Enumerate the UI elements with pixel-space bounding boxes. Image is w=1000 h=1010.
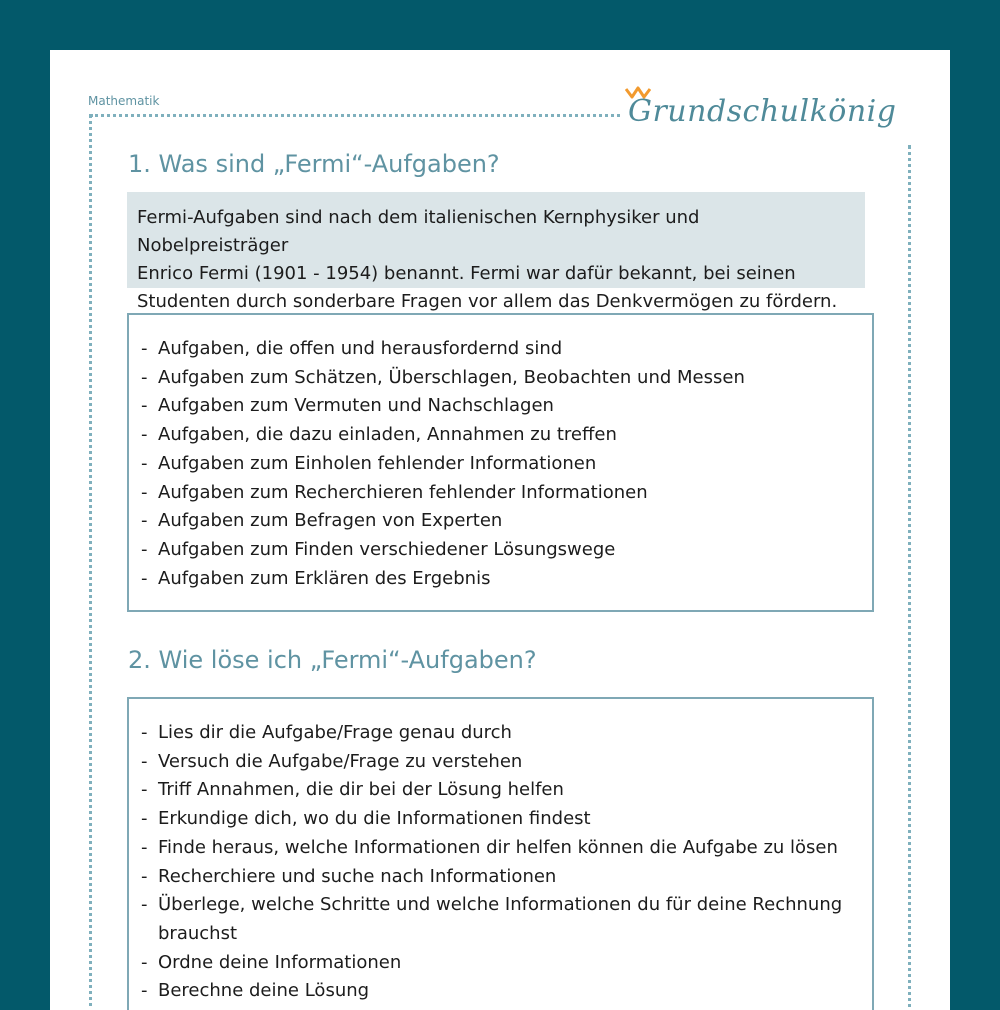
section-2-list [141, 719, 852, 1006]
list-item: - Aufgaben zum Erklären des Ergebnis [141, 565, 852, 594]
list-item: - Aufgaben zum Recherchieren fehlender Informationen [141, 479, 852, 508]
section-1-list-box [127, 313, 874, 612]
list-item: - Finde heraus, welche Informationen dir helfen können die Aufgabe zu lösen [141, 834, 852, 863]
list-item: - Aufgaben zum Finden verschiedener Lösungswege [141, 536, 852, 565]
intro-box [127, 192, 865, 312]
dotted-border-right [908, 145, 911, 1010]
intro-line: Enrico Fermi (1901 - 1954) benannt. Fermi war dafür bekannt, bei seinen [137, 263, 796, 284]
list-item: - Ordne deine Informationen [141, 949, 852, 978]
list-item: - Aufgaben, die offen und herausfordernd sind [141, 335, 852, 364]
section-1-list [141, 335, 852, 593]
list-item: - Recherchiere und suche nach Informationen [141, 863, 852, 892]
list-item: - Erkundige dich, wo du die Informationen findest [141, 805, 852, 834]
dotted-border-top [90, 114, 620, 117]
list-item: - Berechne deine Lösung [141, 977, 852, 1006]
dotted-border-left [89, 114, 92, 1010]
list-item: - Überlege, welche Schritte und welche Informationen du für deine Rechnung brauchst [141, 891, 852, 948]
brand-logo: Grundschulkönig [628, 94, 897, 129]
list-item: - Aufgaben, die dazu einladen, Annahmen zu treffen [141, 421, 852, 450]
section-2-title: 2. Wie löse ich „Fermi“-Aufgaben? [128, 646, 537, 674]
intro-line: Fermi-Aufgaben sind nach dem italienischen Kernphysiker und Nobelpreisträger [137, 207, 700, 256]
list-item: - Aufgaben zum Vermuten und Nachschlagen [141, 392, 852, 421]
section-2-list-box [127, 697, 874, 1010]
list-item: - Lies dir die Aufgabe/Frage genau durch [141, 719, 852, 748]
list-item: - Aufgaben zum Einholen fehlender Informationen [141, 450, 852, 479]
intro-line: Studenten durch sonderbare Fragen vor allem das Denkvermögen zu fördern. [137, 291, 838, 312]
worksheet [50, 50, 950, 1010]
list-item: - Versuch die Aufgabe/Frage zu verstehen [141, 748, 852, 777]
section-1-title: 1. Was sind „Fermi“-Aufgaben? [128, 150, 500, 178]
list-item: - Triff Annahmen, die dir bei der Lösung helfen [141, 776, 852, 805]
list-item: - Aufgaben zum Schätzen, Überschlagen, Beobachten und Messen [141, 364, 852, 393]
list-item: - Aufgaben zum Befragen von Experten [141, 507, 852, 536]
subject-label: Mathematik [88, 94, 160, 108]
